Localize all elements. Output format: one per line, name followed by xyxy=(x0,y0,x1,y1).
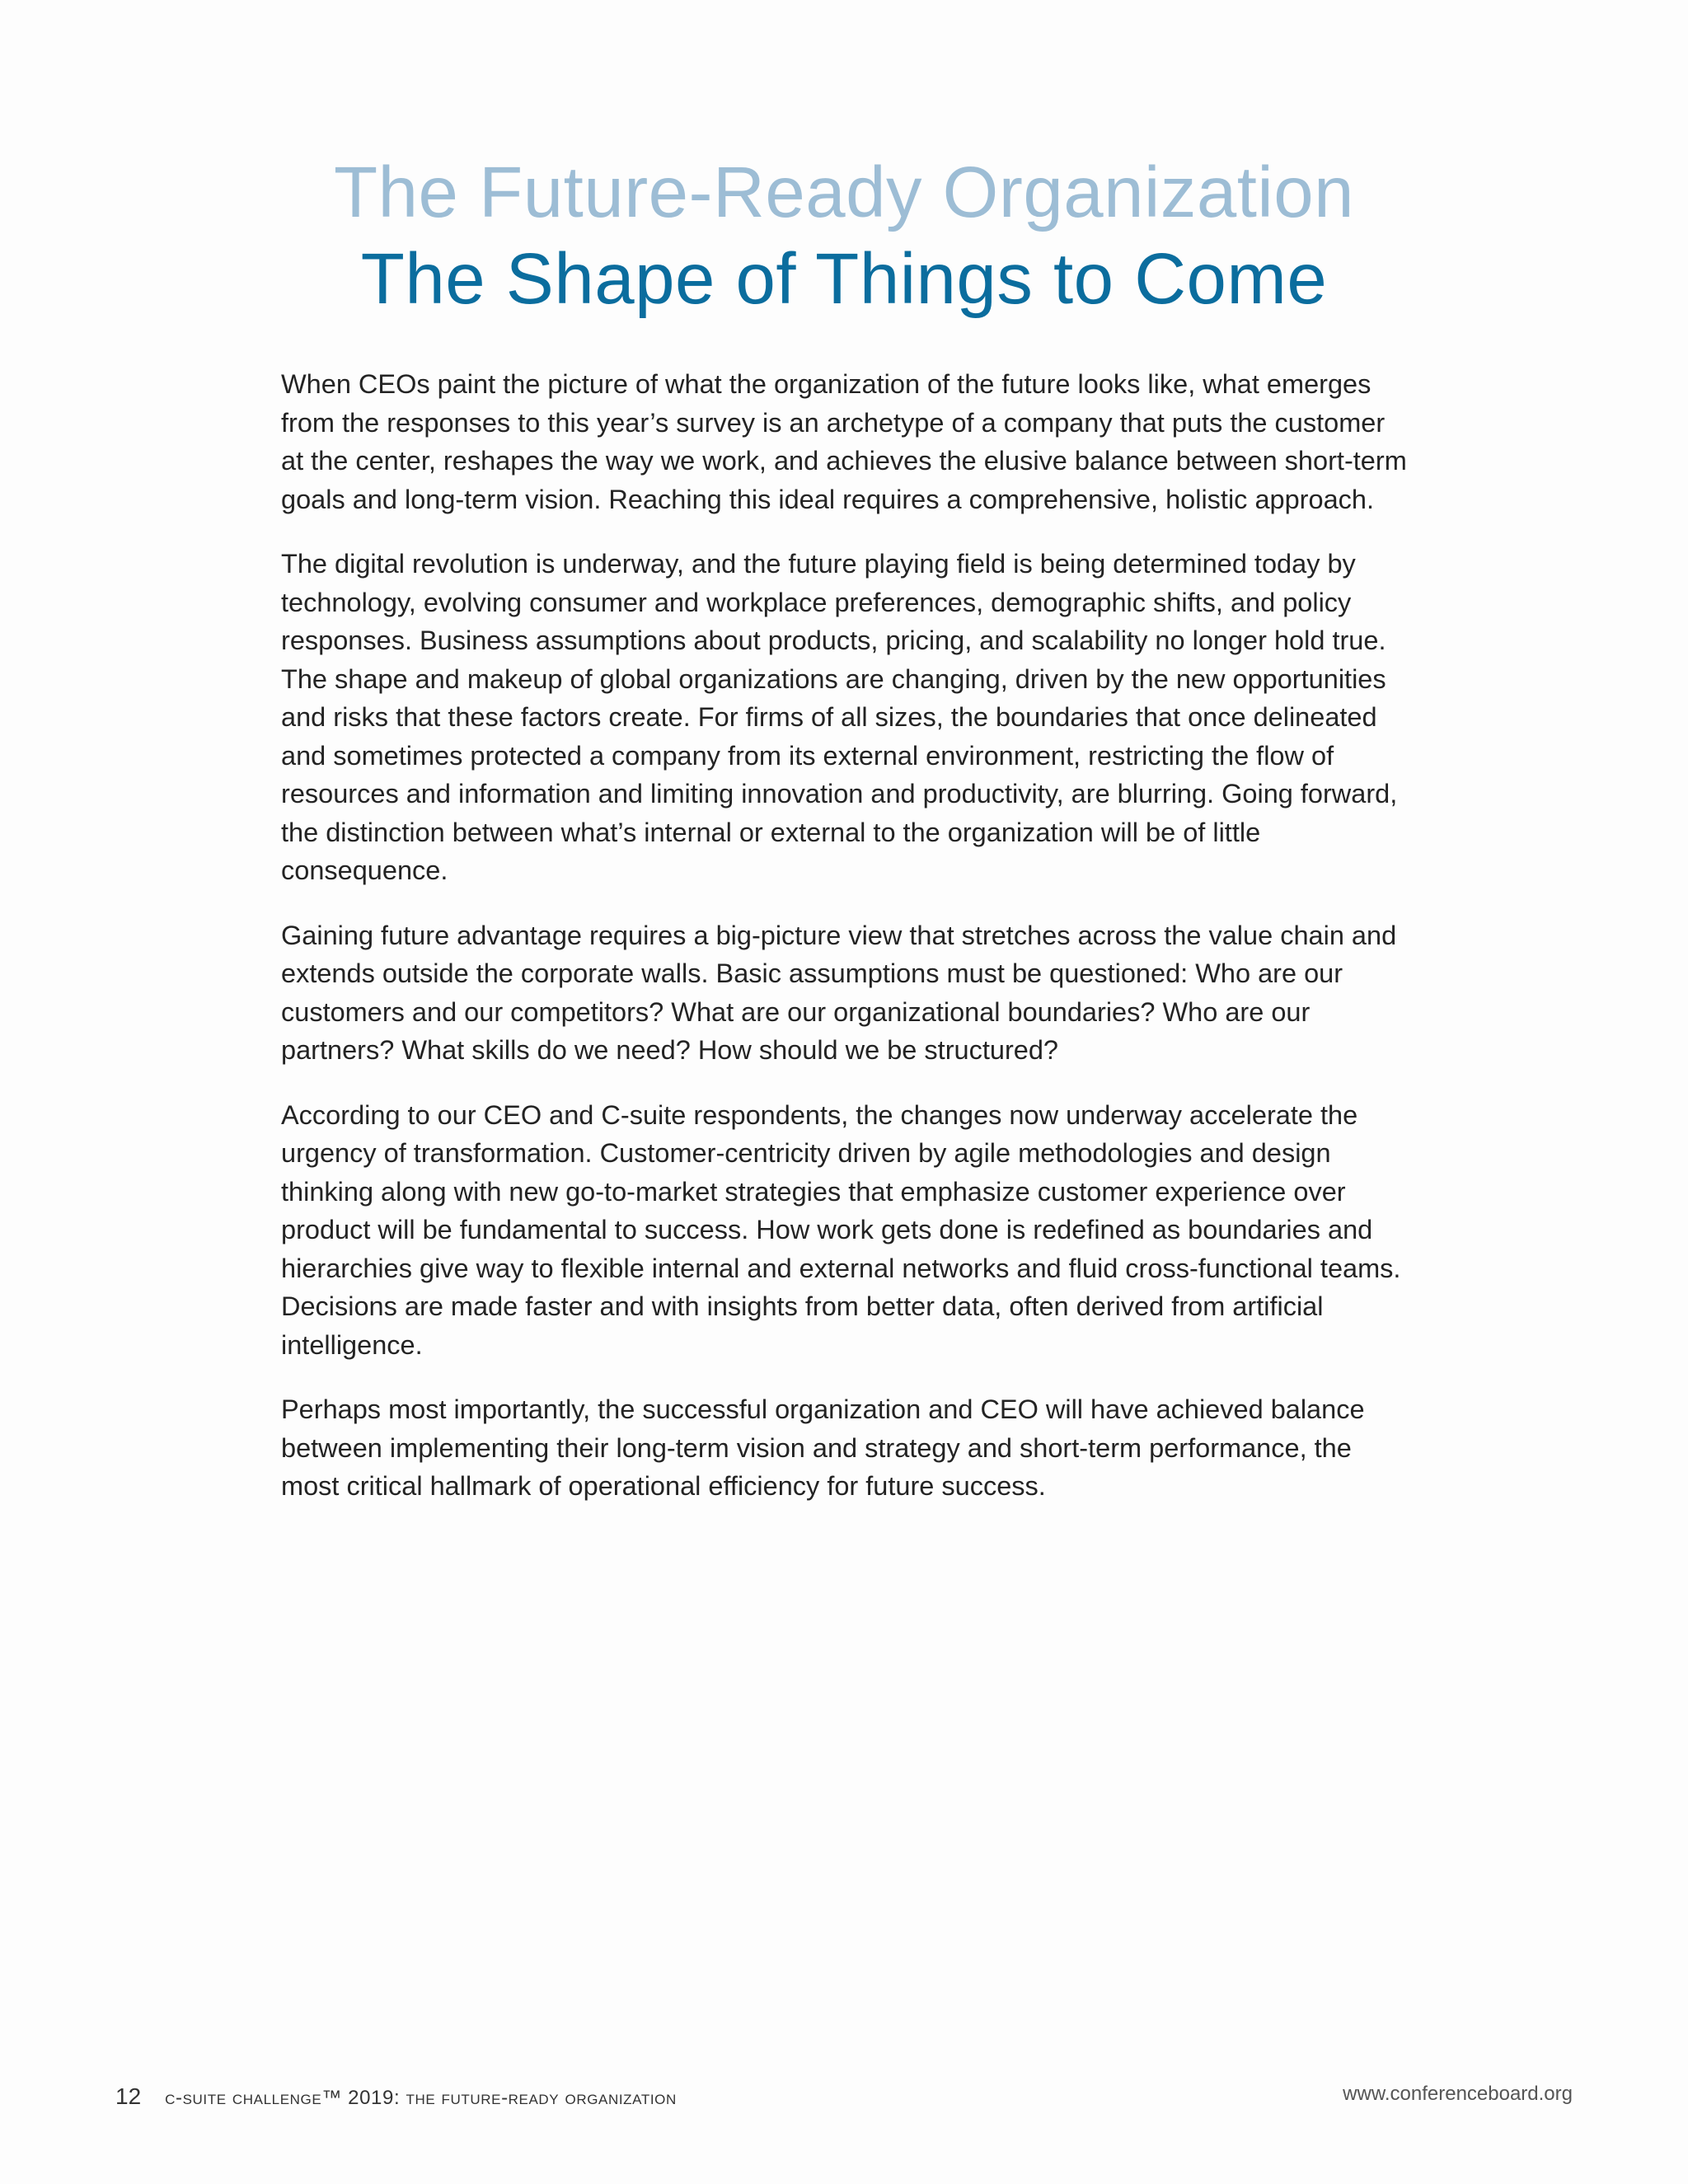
paragraph-1: When CEOs paint the picture of what the organization of the future looks like, what emerges from the responses to this year’s survey is an archetype of a company that puts the customer at the center, reshapes the way we work, and achieves the elusive balance between short-term goals and long-term vision. Reaching this ideal requires a comprehensive, holistic approach. xyxy=(281,369,1407,514)
page-subtitle: The Shape of Things to Come xyxy=(360,239,1328,319)
paragraph-4: According to our CEO and C-suite respondents, the changes now underway accelerate the urgency of transformation. Customer-centricity driven by agile methodologies and design thinking along with new go-to-market strategies that emphasize customer experience over product will be fundamental to success. How work gets done is redefined as boundaries and hierarchies give way to flexible internal and external networks and fluid cross-functional teams. Decisions are made faster and with insights from better data, often derived from artificial intelligence. xyxy=(281,1099,1401,1360)
footer-report-title: c-suite challenge™ 2019: the future-ready organization xyxy=(165,2087,677,2109)
footer-left xyxy=(115,2083,677,2110)
paragraph-5: Perhaps most importantly, the successful organization and CEO will have achieved balance between implementing their long-term vision and strategy and short-term performance, the most critical hallmark of operational efficiency for future success. xyxy=(281,1394,1365,1501)
paragraph-3: Gaining future advantage requires a big-picture view that stretches across the value chain and extends outside the corporate walls. Basic assumptions must be questioned: Who are our customers and our competitors? What are our organizational boundaries? Who are our partners? What skills do we need? How should we be structured? xyxy=(281,920,1397,1065)
paragraph-2: The digital revolution is underway, and the future playing field is being determined today by technology, evolving consumer and workplace preferences, demographic shifts, and policy responses. Business assumptions about products, pricing, and scalability no longer hold true. The shape and makeup of global organizations are changing, driven by the new opportunities and risks that these factors create. For firms of all sizes, the boundaries that once delineated and sometimes protected a company from its external environment, restricting the flow of resources and information and limiting innovation and productivity, are blurring. Going forward, the distinction between what’s internal or external to the organization will be of little consequence. xyxy=(281,549,1398,885)
title-block xyxy=(0,148,1688,321)
footer-website-link[interactable]: www.conferenceboard.org xyxy=(1343,2083,1573,2105)
page-number: 12 xyxy=(115,2083,142,2109)
page-title: The Future-Ready Organization xyxy=(334,152,1354,232)
body-text xyxy=(281,365,1410,1532)
